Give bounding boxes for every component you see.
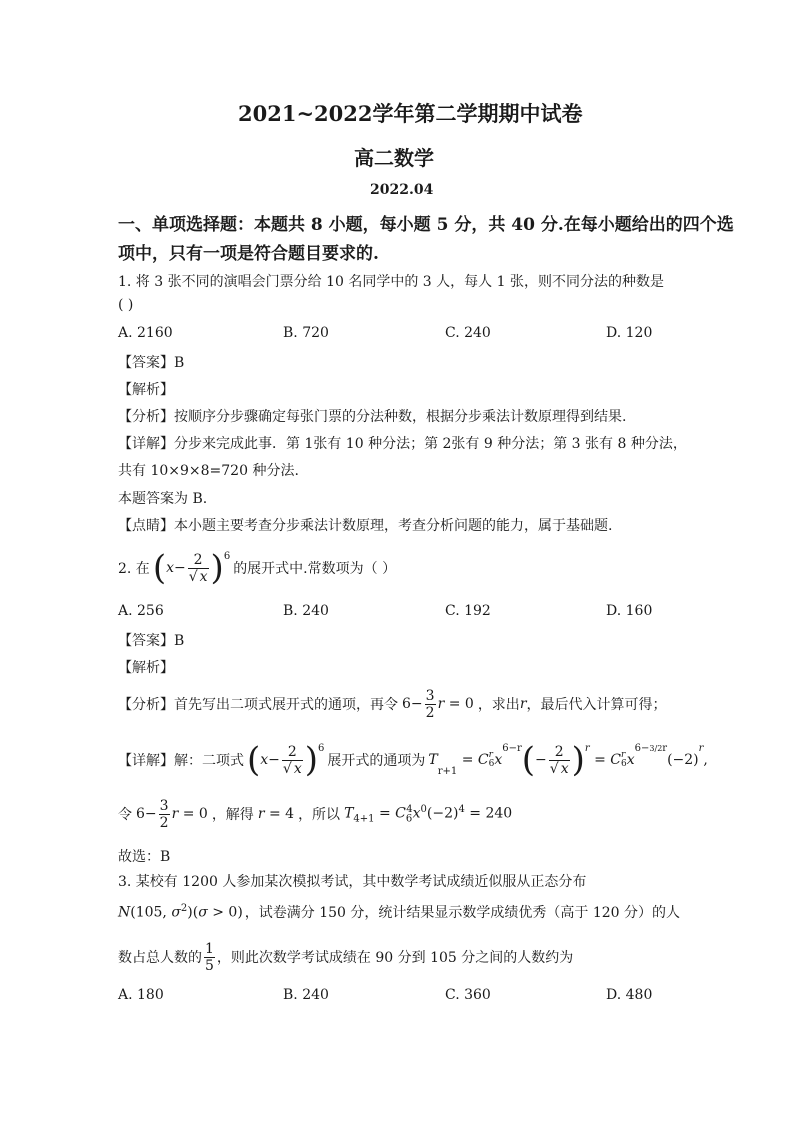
q2-fenxi-text-a: 【分析】首先写出二项式展开式的通项，再令 xyxy=(118,697,398,713)
q1-conclusion: 本题答案为 B. xyxy=(118,491,208,507)
q3-option-d: D. 480 xyxy=(606,987,653,1003)
q1-fenxi: 【分析】按顺序分步骤确定每张门票的分法种数，根据分步乘法计数原理得到结果. xyxy=(118,409,627,425)
q2-answer: 【答案】B xyxy=(118,633,185,649)
q1-option-b: B. 720 xyxy=(283,325,329,341)
q3-line2-text: ，试卷满分 150 分，统计结果显示数学成绩优秀（高于 120 分）的人 xyxy=(244,905,681,921)
q2-fenxi-r: r xyxy=(519,696,527,712)
q3-line2 xyxy=(118,902,680,922)
q3-fraction: $\frac{1}{5}$ xyxy=(205,940,214,974)
q2-r-value: r = 4 xyxy=(257,806,295,822)
q2-xiangjie-binomial: ( x − $\frac{2}{√ x}$ ) $^6$ xyxy=(247,740,325,780)
q1-option-d: D. 120 xyxy=(606,325,653,341)
q2-ling xyxy=(118,795,512,833)
q2-xiangjie-text-b: 展开式的通项为 xyxy=(327,753,426,769)
q1-answer: 【答案】B xyxy=(118,355,185,371)
section-heading-line2: 项中，只有一项是符合题目要求的. xyxy=(118,244,379,264)
q3-line3 xyxy=(118,937,573,977)
q2-general-term: T $_{r+1}$ = C r 6 x $^{6-r}$ ( − $\frac{2}{√ x}$ ) $^r$ = C r 6 x $^{6-3/2 r}$ (−2) $^r$ , xyxy=(428,740,708,780)
q2-option-c: C. 192 xyxy=(445,603,491,619)
q1-answer-paren: ( ) xyxy=(118,297,134,313)
q3-line3-text-b: ，则此次数学考试成绩在 90 分到 105 分之间的人数约为 xyxy=(216,950,574,966)
q1-jiexi: 【解析】 xyxy=(118,382,174,398)
q3-normal-dist: N(105, $\sigma^2)(\sigma > 0)$ xyxy=(118,903,243,921)
page-subtitle: 高二数学 xyxy=(354,146,434,170)
q2-ling-text-c: ，所以 xyxy=(298,807,341,823)
q1-stem: 1. 将 3 张不同的演唱会门票分给 10 名同学中的 3 人，每人 1 张，则不同分法的种数是 xyxy=(118,274,664,290)
q2-binomial-formula: ( x − $\frac{2}{√ x}$ ) $^6$ xyxy=(152,548,231,588)
q2-jiexi: 【解析】 xyxy=(118,660,174,676)
q2-prefix: 2. 在 xyxy=(118,561,150,577)
q1-dianjing: 【点睛】本小题主要考查分步乘法计数原理，考查分析问题的能力，属于基础题. xyxy=(118,518,613,534)
q2-xiangjie-text-a: 【详解】解：二项式 xyxy=(118,753,244,769)
q1-option-a: A. 2160 xyxy=(118,325,173,341)
q2-ling-text-a: 令 xyxy=(118,807,132,823)
q2-option-a: A. 256 xyxy=(118,603,164,619)
q3-line1: 3. 某校有 1200 人参加某次模拟考试，其中数学考试成绩近似服从正态分布 xyxy=(118,874,587,890)
q2-guxuan: 故选：B xyxy=(118,849,171,865)
q2-suffix: 的展开式中.常数项为（ ） xyxy=(233,561,397,577)
q2-ling-text-b: ，解得 xyxy=(211,807,254,823)
q3-option-c: C. 360 xyxy=(445,987,491,1003)
q3-option-a: A. 180 xyxy=(118,987,164,1003)
q2-ling-equation: 6− $\frac{3}{2}$ r = 0 xyxy=(136,797,208,831)
page-title: 2021~2022学年第二学期期中试卷 xyxy=(238,101,583,126)
q2-xiangjie xyxy=(118,738,708,782)
q1-option-c: C. 240 xyxy=(445,325,491,341)
section-heading-line1: 一、单项选择题：本题共 8 小题，每小题 5 分，共 40 分.在每小题给出的四个选 xyxy=(118,215,734,235)
q1-xiangjie-line1: 【详解】分步来完成此事．第 1张有 10 种分法；第 2张有 9 种分法；第 3 张有 8 种分法， xyxy=(118,436,687,452)
q2-fenxi-text-b: ，求出 xyxy=(477,697,520,713)
q2-fenxi xyxy=(118,685,667,723)
q2-fenxi-equation: 6− $\frac{3}{2}$ r = 0 xyxy=(402,687,474,721)
q3-line3-text-a: 数占总人数的 xyxy=(118,950,202,966)
q2-option-b: B. 240 xyxy=(283,603,329,619)
q2-option-d: D. 160 xyxy=(606,603,653,619)
q2-stem xyxy=(118,548,396,588)
q3-option-b: B. 240 xyxy=(283,987,329,1003)
q1-xiangjie-line2: 共有 10×9×8=720 种分法. xyxy=(118,463,299,479)
exam-date: 2022.04 xyxy=(370,182,434,198)
q2-result: $T_{4+1} = C_6^4x^0(-2)^4 = 240$ xyxy=(344,803,513,825)
q2-fenxi-text-c: ，最后代入计算可得； xyxy=(526,697,667,713)
